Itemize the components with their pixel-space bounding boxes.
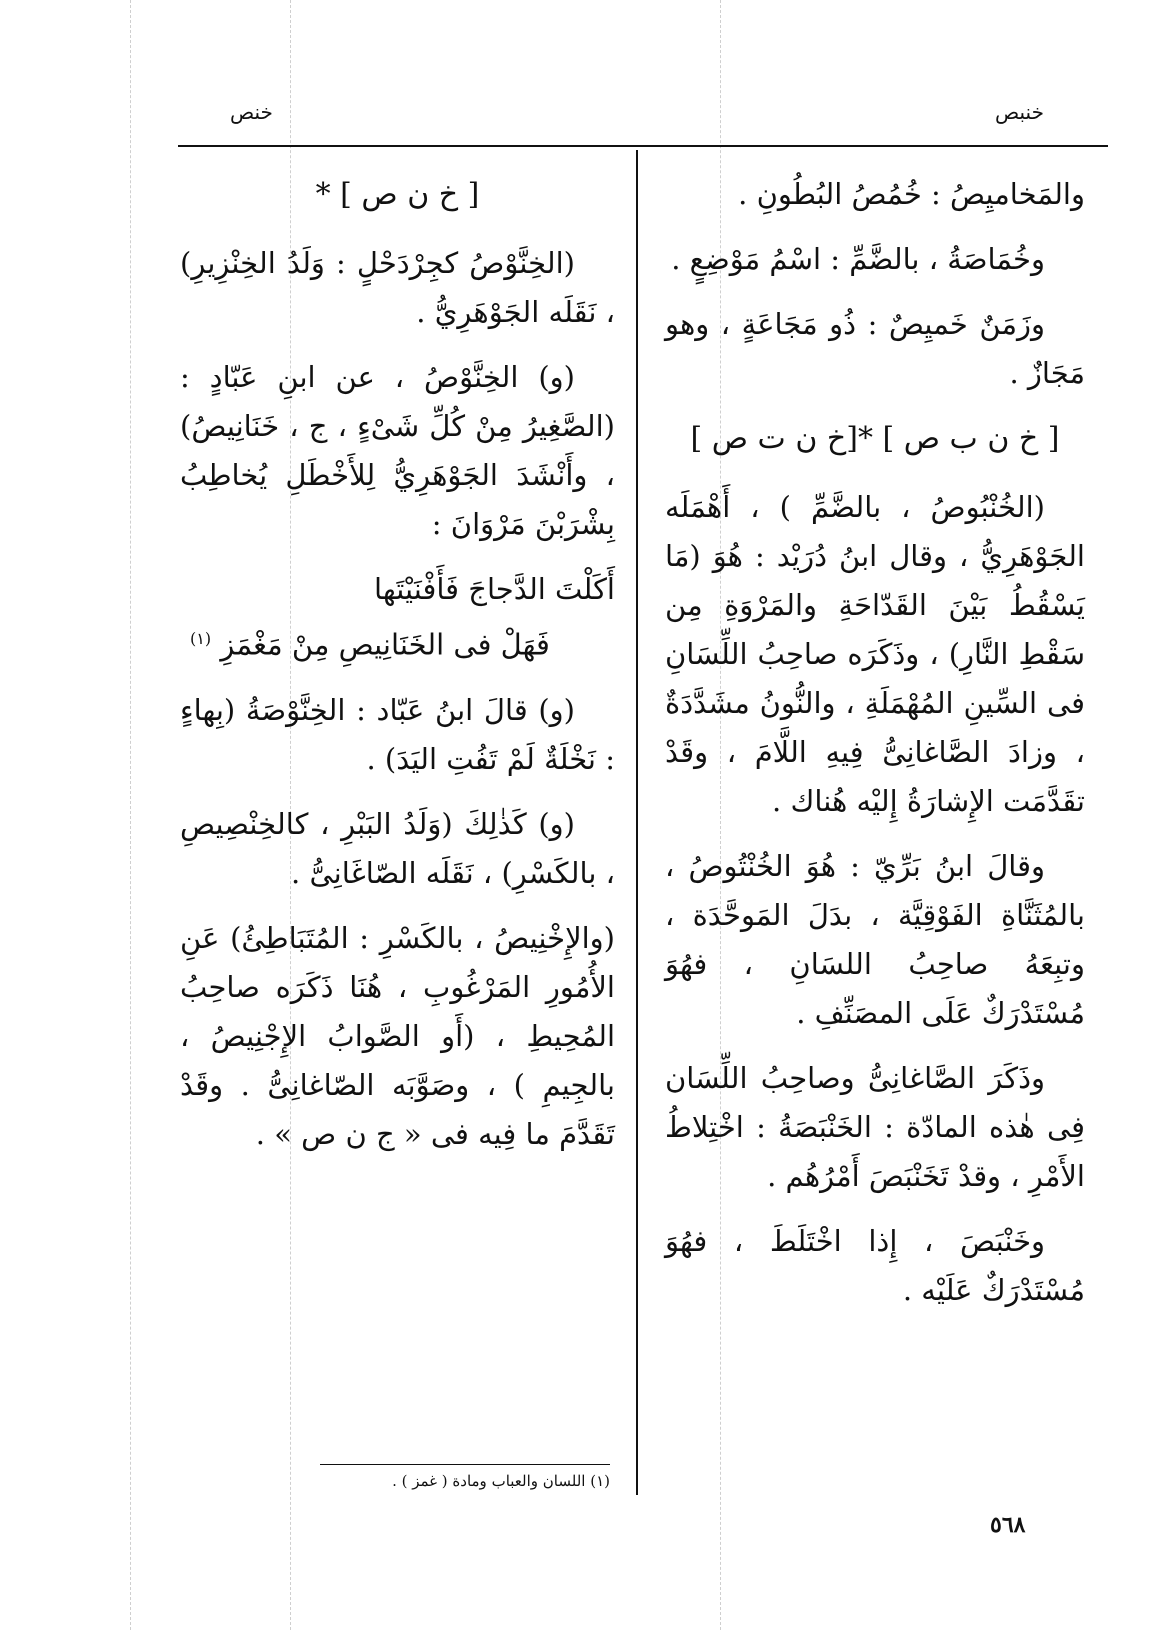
column-divider — [636, 150, 638, 1495]
page-number: ٥٦٨ — [990, 1512, 1026, 1538]
paragraph: (والإِخْنِيصُ ، بالكَسْرِ : المُتَبَاطِئُ) عَنِ الأُمُورِ المَرْغُوبِ ، هُنَا ذَكَرَه صاحِبُ المُحِيطِ ، (أَو الصَّوابُ الإِجْنِيصُ ، بالجِيمِ ) ، وصَوَّبَه الصّاغانِىُّ . وقَدْ تَقَدَّمَ ما فِيه فى « ج ن ص » . — [180, 920, 615, 1151]
paragraph: وقالَ ابنُ بَرِّيّ : هُوَ الخُنْتُوصُ ، بالمُثَنَّاةِ الفَوْقِيَّة ، بدَلَ المَوحَّدَة ، وتبِعَهُ صاحِبُ اللسَانِ ، فهُوَ مُسْتَدْرَكٌ عَلَى المصَنِّفِ . — [665, 849, 1085, 1030]
paragraph: (الخِنَّوْصُ كجِرْدَحْلٍ : وَلَدُ الخِنْزِيرِ) ، نَقَلَه الجَوْهَرِيُّ . — [180, 246, 615, 329]
paragraph: وخَنْبَصَ ، إِذا اخْتَلَطَ ، فهُوَ مُسْتَدْرَكٌ عَلَيْه . — [665, 1224, 1085, 1307]
footnote-marker: (١) — [190, 629, 212, 648]
paragraph: (و) كَذٰلِكَ (وَلَدُ البَبْرِ ، كالخِنْصِيصِ ، بالكَسْرِ) ، نَقَلَه الصّاغَانِىُّ . — [180, 806, 615, 890]
scan-guide-line — [130, 0, 131, 1630]
paragraph: وخُمَاصَةُ ، بالضَّمِّ : اسْمُ مَوْضِعٍ . — [671, 242, 1045, 276]
entry-headword: [ خ ن ص ] * — [315, 177, 480, 212]
header-rule — [178, 145, 1108, 147]
verse-second-hemistich-text: فَهَلْ فى الخَنَانِيصِ مِنْ مَغْمَزِ — [220, 627, 550, 662]
poem-verse — [180, 565, 615, 670]
paragraph: (و) الخِنَّوْصُ ، عن ابنِ عَبّادٍ : (الصَّغِيرُ مِنْ كُلِّ شَىْءٍ ، ج ، خَنَانِيصُ) ، وأَنْشَدَ الجَوْهَرِيُّ لِلأَخْطَلِ يُخاطِبُ بِشْرَبْنَ مَرْوَانَ : — [180, 360, 615, 541]
paragraph: وذَكَرَ الصَّاغانِىُّ وصاحِبُ اللِّسَان فِى هٰذه المادّة : الخَنْبَصَةُ : اخْتِلاطُ الأَمْرِ ، وقدْ تَخَنْبَصَ أَمْرُهُم . — [665, 1061, 1085, 1193]
footnote-rule — [320, 1464, 610, 1465]
left-column — [180, 170, 615, 1175]
verse-second-hemistich — [180, 614, 615, 670]
right-column — [665, 170, 1085, 1331]
footnote: (١) اللسان والعباب ومادة ( غمز ) . — [392, 1472, 610, 1490]
paragraph: وزَمَنٌ خَميِصٌ : ذُو مَجَاعَةٍ ، وهو مَجَازٌ . — [665, 307, 1085, 390]
running-head-right: خنبص — [995, 100, 1044, 124]
running-head-left: خنص — [230, 100, 273, 124]
paragraph: والمَخاميِصُ : خُمُصُ البُطُونِ . — [738, 177, 1085, 211]
paragraph: (الخُنْبُوصُ ، بالضَّمِّ ) ، أَهْمَلَه الجَوْهَرِيُّ ، وقال ابنُ دُرَيْد : هُوَ (مَا يَسْقُطُ بَيْنَ القَدّاحَةِ والمَرْوَةِ مِن سَقْطِ النَّارِ) ، وذَكَرَه صاحِبُ اللِّسَانِ فى السِّينِ المُهْمَلَةِ ، والنُّونُ مشَدَّدَةٌ ، وزادَ الصَّاغانِىُّ فِيهِ اللَّامَ ، وقَدْ تقَدَّمَت الإِشارَةُ إِليْه هُناك . — [665, 490, 1085, 818]
verse-first-hemistich: أَكَلْتَ الدَّجاجَ فَأَفْنَيْتَها — [374, 572, 615, 606]
paragraph: (و) قالَ ابنُ عَبّاد : الخِنَّوْصَةُ (بِهاءٍ : نَخْلَةٌ لَمْ تَفُتِ اليَدَ) . — [180, 692, 615, 776]
entry-headword: [ خ ن ب ص ] *[خ ن ت ص ] — [690, 421, 1060, 456]
